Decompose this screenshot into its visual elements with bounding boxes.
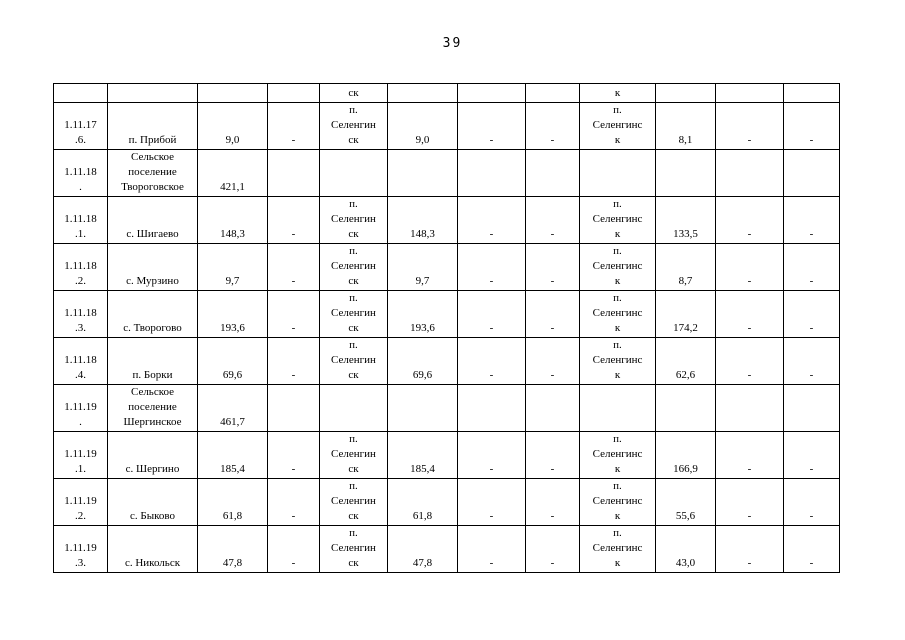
table-row [54,385,840,432]
cell-dash-d: - [716,526,784,573]
cell-city-b: п. Селенгинс к [580,338,656,385]
cell-code: 1.11.18 .3. [54,291,108,338]
cell-city-b: п. Селенгинс к [580,103,656,150]
cell-name: п. Борки [108,338,198,385]
cell-dash-b [458,385,526,432]
cell-dash-b: - [458,244,526,291]
cell-code: 1.11.19 . [54,385,108,432]
cell-code: 1.11.18 .2. [54,244,108,291]
cell-city-a: п. Селенгин ск [320,244,388,291]
cell-code: 1.11.19 .2. [54,479,108,526]
cell-name: с. Шергино [108,432,198,479]
cell-city-b: п. Селенгинс к [580,479,656,526]
cell-code: 1.11.18 . [54,150,108,197]
cell-dash-d: - [716,103,784,150]
cell-value-b: 9,0 [388,103,458,150]
cell-city-b: п. Селенгинс к [580,526,656,573]
table-row [54,244,840,291]
table-row [54,338,840,385]
cell-value-c: 166,9 [656,432,716,479]
cell-value-b [388,84,458,103]
cell-dash-b [458,150,526,197]
cell-name: с. Шигаево [108,197,198,244]
cell-value-b: 69,6 [388,338,458,385]
cell-value-a: 69,6 [198,338,268,385]
page-number: 39 [442,36,463,51]
cell-city-a [320,150,388,197]
cell-value-c [656,150,716,197]
cell-dash-a: - [268,291,320,338]
cell-value-c: 174,2 [656,291,716,338]
cell-name: с. Творогово [108,291,198,338]
cell-dash-e [784,150,840,197]
cell-dash-e: - [784,103,840,150]
cell-dash-d [716,150,784,197]
cell-value-c [656,385,716,432]
cell-value-a: 421,1 [198,150,268,197]
cell-dash-e: - [784,197,840,244]
cell-dash-c: - [526,338,580,385]
cell-value-a: 185,4 [198,432,268,479]
cell-dash-d: - [716,197,784,244]
cell-value-b: 148,3 [388,197,458,244]
cell-dash-c: - [526,244,580,291]
cell-dash-c: - [526,103,580,150]
cell-city-b: к [580,84,656,103]
cell-dash-a: - [268,432,320,479]
cell-dash-b: - [458,197,526,244]
cell-value-b: 47,8 [388,526,458,573]
cell-city-a: п. Селенгин ск [320,103,388,150]
cell-name: Сельское поселение Твороговское [108,150,198,197]
cell-dash-b: - [458,479,526,526]
cell-dash-e: - [784,526,840,573]
cell-city-b: п. Селенгинс к [580,244,656,291]
table-row [54,479,840,526]
cell-value-b [388,385,458,432]
cell-dash-b: - [458,103,526,150]
table-row [54,526,840,573]
cell-dash-a: - [268,244,320,291]
cell-city-a: п. Селенгин ск [320,432,388,479]
cell-dash-e: - [784,479,840,526]
cell-city-a: п. Селенгин ск [320,526,388,573]
cell-value-b: 9,7 [388,244,458,291]
cell-dash-c: - [526,197,580,244]
cell-code: 1.11.17 .6. [54,103,108,150]
cell-dash-a [268,385,320,432]
cell-value-b [388,150,458,197]
cell-value-b: 61,8 [388,479,458,526]
cell-dash-e: - [784,338,840,385]
cell-city-a: п. Селенгин ск [320,291,388,338]
cell-dash-d: - [716,432,784,479]
cell-dash-e: - [784,432,840,479]
cell-name [108,84,198,103]
cell-value-c: 8,1 [656,103,716,150]
cell-name: с. Мурзино [108,244,198,291]
table-row [54,84,840,103]
cell-value-c [656,84,716,103]
cell-city-a: п. Селенгин ск [320,197,388,244]
cell-value-c: 43,0 [656,526,716,573]
cell-city-a [320,385,388,432]
cell-dash-b: - [458,338,526,385]
cell-value-a: 461,7 [198,385,268,432]
cell-dash-c: - [526,432,580,479]
data-table [53,83,840,573]
cell-dash-d [716,84,784,103]
cell-dash-a: - [268,479,320,526]
cell-dash-e: - [784,244,840,291]
cell-city-b: п. Селенгинс к [580,197,656,244]
cell-dash-a: - [268,338,320,385]
cell-value-a: 9,0 [198,103,268,150]
cell-dash-d [716,385,784,432]
cell-city-a: п. Селенгин ск [320,338,388,385]
table-row [54,150,840,197]
table-row [54,291,840,338]
table-row [54,197,840,244]
table-body [54,84,840,573]
cell-city-b: п. Селенгинс к [580,432,656,479]
cell-value-a [198,84,268,103]
cell-city-a: ск [320,84,388,103]
cell-value-c: 62,6 [656,338,716,385]
cell-dash-b [458,84,526,103]
cell-name: Сельское поселение Шергинское [108,385,198,432]
cell-value-a: 9,7 [198,244,268,291]
cell-code: 1.11.19 .1. [54,432,108,479]
cell-code: 1.11.19 .3. [54,526,108,573]
cell-city-a: п. Селенгин ск [320,479,388,526]
cell-name: с. Быково [108,479,198,526]
cell-dash-a: - [268,197,320,244]
cell-dash-b: - [458,291,526,338]
cell-dash-c: - [526,291,580,338]
cell-value-a: 47,8 [198,526,268,573]
cell-dash-e: - [784,291,840,338]
cell-dash-b: - [458,432,526,479]
cell-value-b: 185,4 [388,432,458,479]
cell-value-a: 61,8 [198,479,268,526]
cell-dash-a: - [268,526,320,573]
cell-dash-c [526,84,580,103]
cell-name: п. Прибой [108,103,198,150]
cell-city-b [580,385,656,432]
cell-code [54,84,108,103]
cell-value-c: 133,5 [656,197,716,244]
cell-dash-c: - [526,479,580,526]
cell-code: 1.11.18 .1. [54,197,108,244]
table-row [54,103,840,150]
cell-dash-e [784,84,840,103]
cell-dash-b: - [458,526,526,573]
cell-dash-a: - [268,103,320,150]
cell-dash-d: - [716,338,784,385]
cell-value-b: 193,6 [388,291,458,338]
cell-city-b: п. Селенгинс к [580,291,656,338]
cell-value-a: 193,6 [198,291,268,338]
cell-dash-a [268,84,320,103]
cell-dash-c [526,150,580,197]
cell-dash-d: - [716,291,784,338]
cell-city-b [580,150,656,197]
cell-name: с. Никольск [108,526,198,573]
cell-code: 1.11.18 .4. [54,338,108,385]
cell-value-c: 8,7 [656,244,716,291]
cell-dash-c: - [526,526,580,573]
cell-dash-a [268,150,320,197]
cell-dash-c [526,385,580,432]
cell-dash-d: - [716,244,784,291]
cell-value-c: 55,6 [656,479,716,526]
cell-dash-e [784,385,840,432]
cell-value-a: 148,3 [198,197,268,244]
table-row [54,432,840,479]
cell-dash-d: - [716,479,784,526]
